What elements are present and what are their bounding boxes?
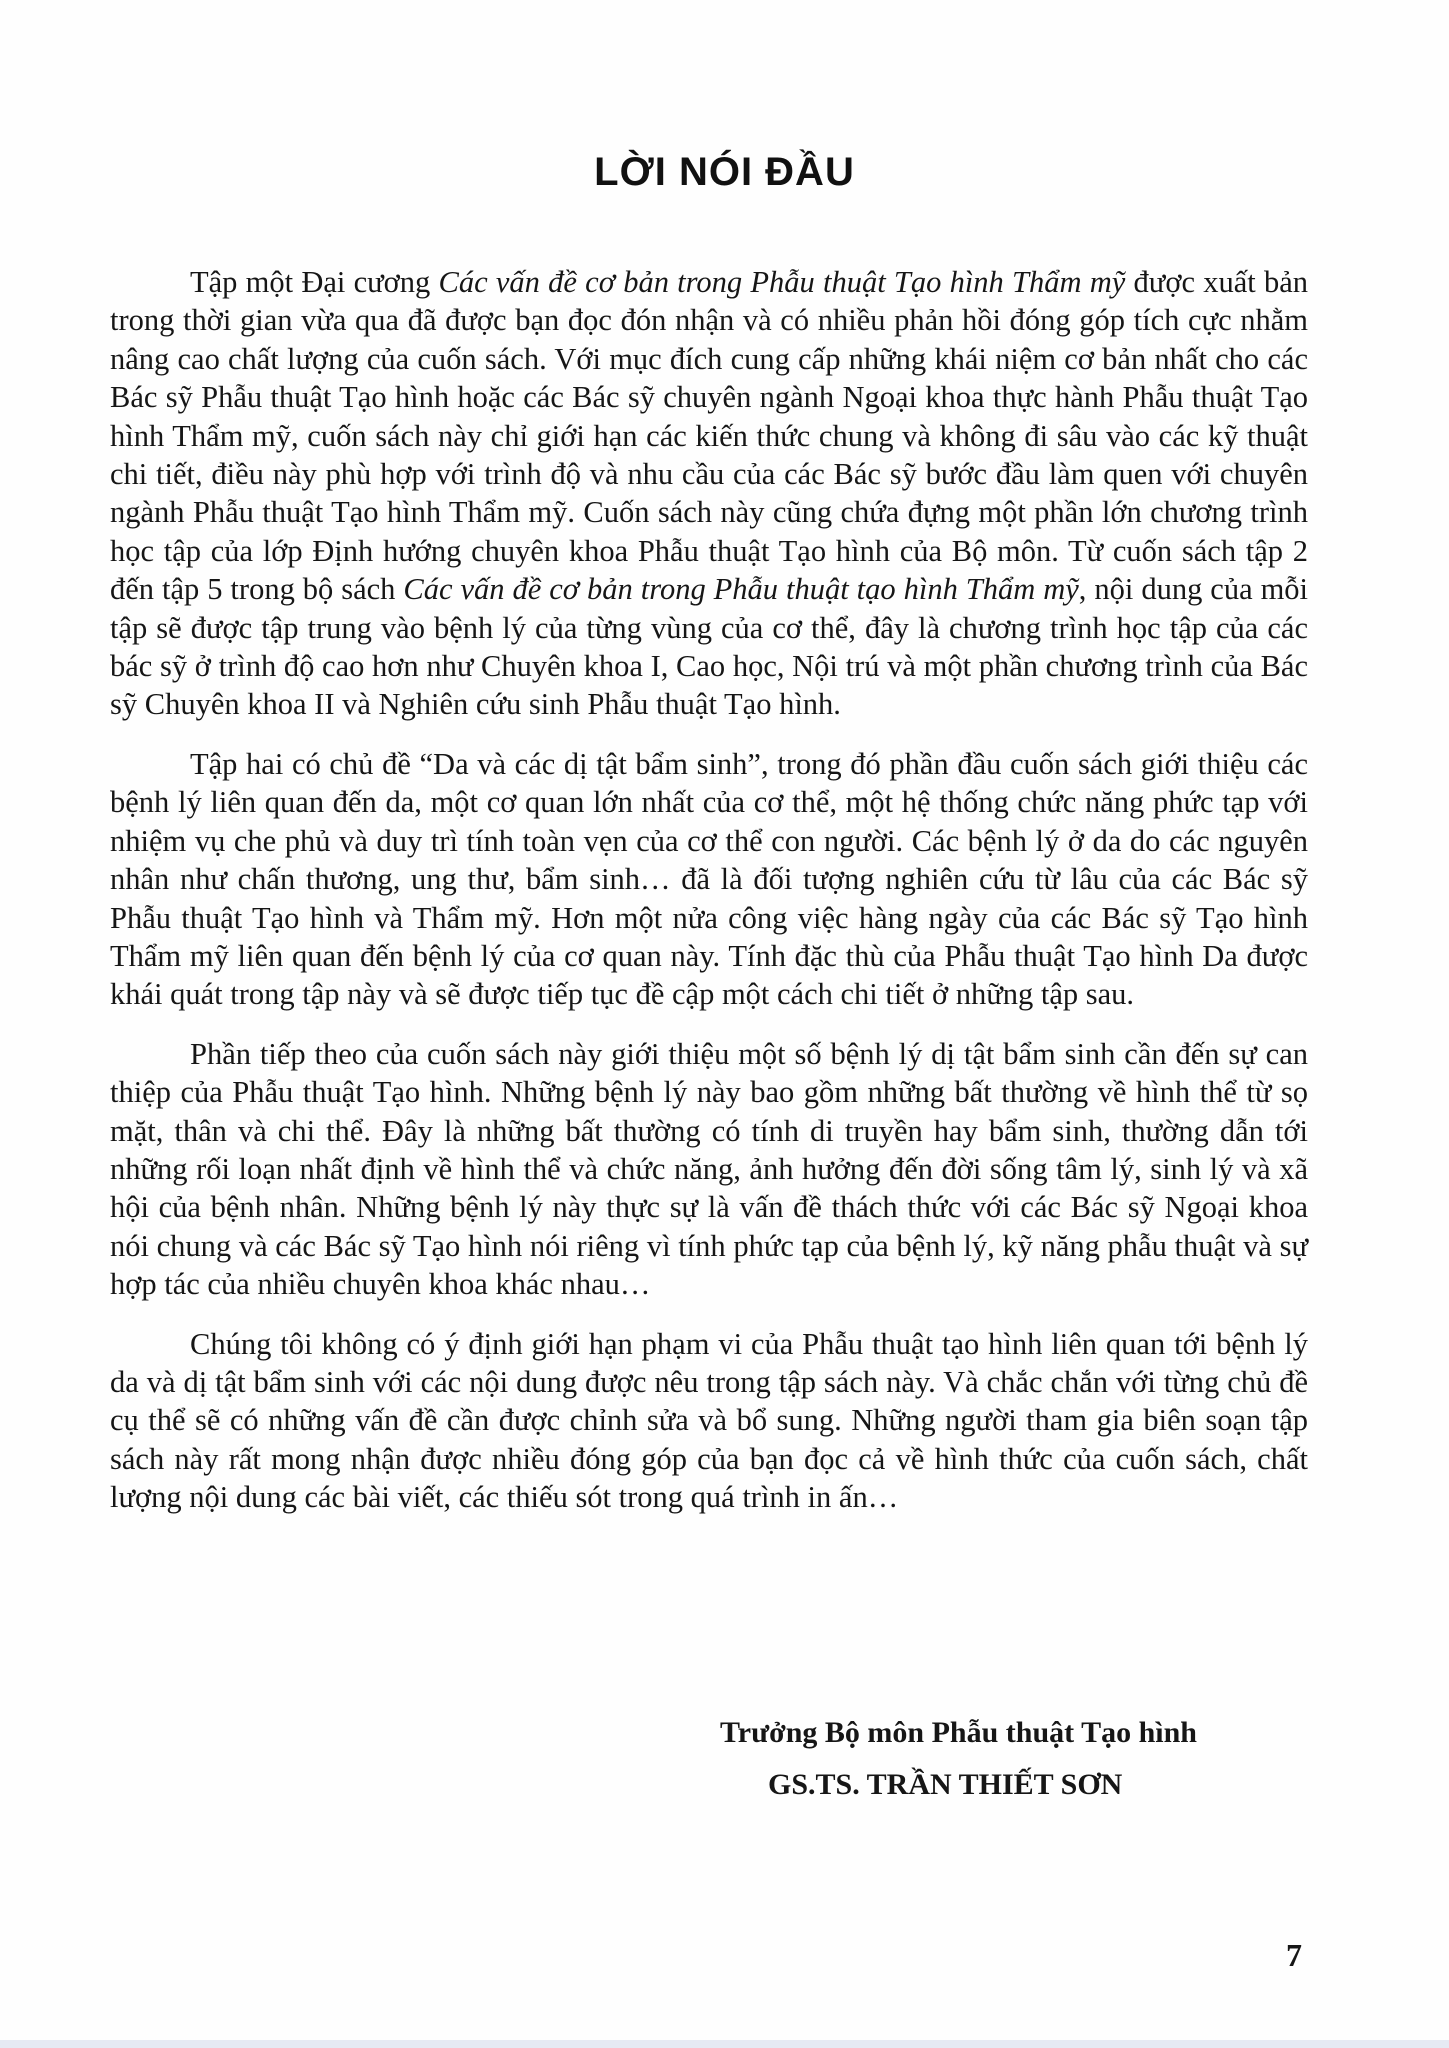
- paragraph-4: Chúng tôi không có ý định giới hạn phạm vi của Phẫu thuật tạo hình liên quan tới bệnh lý da và dị tật bẩm sinh với các nội dung được nêu trong tập sách này. Và chắc chắn với từng chủ đề cụ thể sẽ có những vấn đề cần được chỉnh sửa và bổ sung. Những người tham gia biên soạn tập sách này rất mong nhận được nhiều đóng góp của bạn đọc cả về hình thức của cuốn sách, chất lượng nội dung các bài viết, các thiếu sót trong quá trình in ấn…: [110, 1326, 1308, 1515]
- signature-name: GS.TS. TRẦN THIẾT SƠN: [768, 1768, 1123, 1801]
- preface-body: [110, 263, 1308, 1538]
- paragraph-1-text-e: , nội dung của mỗi tập sẽ được tập trung vào bệnh lý của từng vùng của cơ thể, đây là chương trình học tập của các bác sỹ ở trình độ cao hơn như Chuyên khoa I, Cao học, Nội trú và một phần chương trình của Bác sỹ Chuyên khoa II và Nghiên cứu sinh Phẫu thuật Tạo hình.: [110, 572, 1309, 722]
- page-title: LỜI NÓI ĐẦU: [594, 150, 855, 194]
- paragraph-1-text-a: Tập một Đại cương: [190, 265, 439, 299]
- book-title-italic-2: Các vấn đề cơ bản trong Phẫu thuật tạo hình Thẩm mỹ: [403, 572, 1079, 607]
- signature-role: Trưởng Bộ môn Phẫu thuật Tạo hình: [720, 1716, 1197, 1749]
- paragraph-1: [110, 263, 1308, 724]
- page-number: 7: [1286, 1937, 1302, 1973]
- paragraph-2: Tập hai có chủ đề “Da và các dị tật bẩm sinh”, trong đó phần đầu cuốn sách giới thiệu các bệnh lý liên quan đến da, một cơ quan lớn nhất của cơ thể, một hệ thống chức năng phức tạp với nhiệm vụ che phủ và duy trì tính toàn vẹn của cơ thể con người. Các bệnh lý ở da do các nguyên nhân như chấn thương, ung thư, bẩm sinh… đã là đối tượng nghiên cứu từ lâu của các Bác sỹ Phẫu thuật Tạo hình và Thẩm mỹ. Hơn một nửa công việc hàng ngày của các Bác sỹ Tạo hình Thẩm mỹ liên quan đến bệnh lý của cơ quan này. Tính đặc thù của Phẫu thuật Tạo hình Da được khái quát trong tập này và sẽ được tiếp tục đề cập một cách chi tiết ở những tập sau.: [110, 746, 1308, 1012]
- paragraph-1-text-c: được xuất bản trong thời gian vừa qua đã được bạn đọc đón nhận và có nhiều phản hồi đóng góp tích cực nhằm nâng cao chất lượng của cuốn sách. Với mục đích cung cấp những khái niệm cơ bản nhất cho các Bác sỹ Phẫu thuật Tạo hình hoặc các Bác sỹ chuyên ngành Ngoại khoa thực hành Phẫu thuật Tạo hình Thẩm mỹ, cuốn sách này chỉ giới hạn các kiến thức chung và không đi sâu vào các kỹ thuật chi tiết, điều này phù hợp với trình độ và nhu cầu của các Bác sỹ bước đầu làm quen với chuyên ngành Phẫu thuật Tạo hình Thẩm mỹ. Cuốn sách này cũng chứa đựng một phần lớn chương trình học tập của lớp Định hướng chuyên khoa Phẫu thuật Tạo hình của Bộ môn. Từ cuốn sách tập 2 đến tập 5 trong bộ sách: [110, 265, 1308, 607]
- book-title-italic-1: Các vấn đề cơ bản trong Phẫu thuật Tạo hình Thẩm mỹ: [438, 265, 1126, 299]
- scan-edge-divider: [0, 2040, 1449, 2048]
- paragraph-3: Phần tiếp theo của cuốn sách này giới thiệu một số bệnh lý dị tật bẩm sinh cần đến sự can thiệp của Phẫu thuật Tạo hình. Những bệnh lý này bao gồm những bất thường về hình thể từ sọ mặt, thân và chi thể. Đây là những bất thường có tính di truyền hay bẩm sinh, thường dẫn tới những rối loạn nhất định về hình thể và chức năng, ảnh hưởng đến đời sống tâm lý, sinh lý và xã hội của bệnh nhân. Những bệnh lý này thực sự là vấn đề thách thức với các Bác sỹ Ngoại khoa nói chung và các Bác sỹ Tạo hình nói riêng vì tính phức tạp của bệnh lý, kỹ năng phẫu thuật và sự hợp tác của nhiều chuyên khoa khác nhau…: [110, 1036, 1308, 1302]
